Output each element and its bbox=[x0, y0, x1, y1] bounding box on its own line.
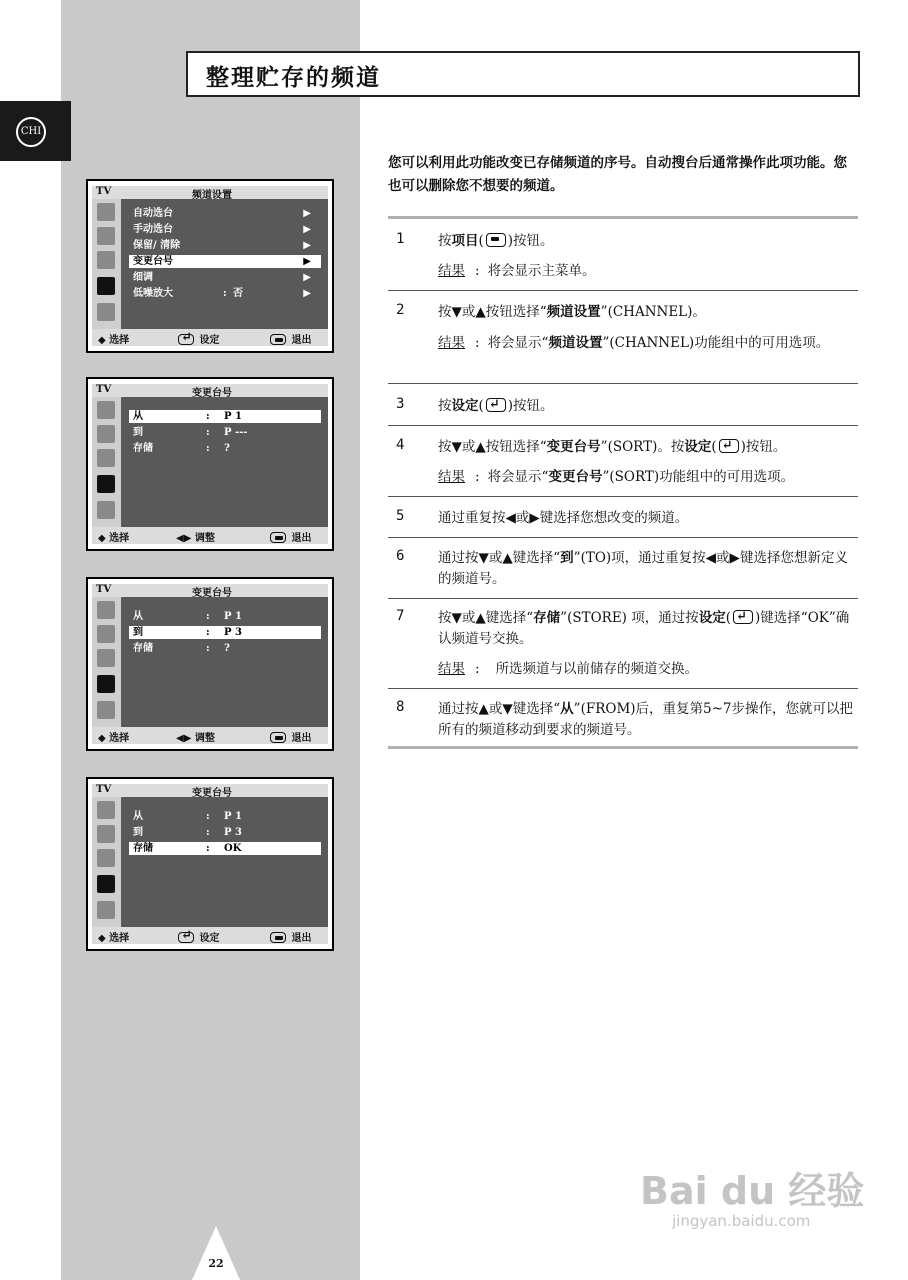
watermark-url: jingyan.baidu.com bbox=[672, 1212, 811, 1230]
step-number: 2 bbox=[396, 302, 405, 318]
step-7-result: 结果 : 所选频道与以前储存的频道交换。 bbox=[438, 661, 699, 677]
speaker-icon bbox=[97, 849, 115, 867]
step-1-result: 结果 : 将会显示主菜单。 bbox=[438, 263, 596, 279]
menu-icon bbox=[270, 532, 286, 543]
step-number: 5 bbox=[396, 508, 405, 524]
setup-icon bbox=[97, 303, 115, 321]
screen-title: 变更台号 bbox=[192, 788, 232, 799]
step-divider bbox=[388, 598, 858, 599]
antenna-icon bbox=[97, 277, 115, 295]
language-badge: CHI bbox=[16, 117, 46, 147]
screen-title: 频道设置 bbox=[192, 190, 232, 201]
enter-icon bbox=[178, 334, 194, 345]
antenna-icon bbox=[97, 875, 115, 893]
step-4-result: 结果 : 将会显示“变更台号”(SORT)功能组中的可用选项。 bbox=[438, 469, 795, 485]
step-2-result: 结果 : 将会显示“频道设置”(CHANNEL)功能组中的可用选项。 bbox=[438, 335, 830, 351]
screen-header bbox=[92, 186, 328, 199]
tv-screen-sort-1 bbox=[86, 377, 334, 551]
menu-item: 从 : P 1 bbox=[133, 811, 242, 822]
setup-icon bbox=[97, 501, 115, 519]
step-number: 1 bbox=[396, 231, 405, 247]
screen-header bbox=[92, 384, 328, 397]
tv-label: TV bbox=[96, 584, 112, 595]
menu-item: 从 : P 1 bbox=[133, 611, 242, 622]
screen-footer: ◆ 选择 ↵ 设定 退出 bbox=[92, 927, 328, 944]
screen-sidebar bbox=[92, 597, 121, 727]
screen-header bbox=[92, 584, 328, 597]
step-5-text: 通过重复按◀或▶键选择您想改变的频道。 bbox=[438, 510, 689, 526]
menu-item-selected: 存储 : OK bbox=[129, 842, 321, 855]
step-7-text: 按▼或▲键选择“存储”(STORE) 项，通过按设定(↵ )键选择“OK”确认频道号交换。 bbox=[438, 608, 858, 650]
step-6-text: 通过按▼或▲键选择“到”(TO)项，通过重复按◀或▶键选择您想新定义的频道号。 bbox=[438, 550, 848, 587]
step-divider bbox=[388, 537, 858, 538]
menu-item: 存储 : ? bbox=[133, 643, 230, 654]
sound-icon bbox=[97, 825, 115, 843]
tv-screen-channel-setup bbox=[86, 179, 334, 353]
picture-icon bbox=[97, 401, 115, 419]
menu-item: 手动选台 ▶ bbox=[133, 224, 311, 235]
menu-item-selected: 变更台号 ▶ bbox=[129, 255, 321, 268]
step-divider bbox=[388, 425, 858, 426]
picture-icon bbox=[97, 601, 115, 619]
step-4-text: 按▼或▲按钮选择“变更台号”(SORT)。按设定(↵ )按钮。 bbox=[438, 437, 858, 458]
step-divider bbox=[388, 688, 858, 689]
screen-title: 变更台号 bbox=[192, 588, 232, 599]
menu-item: 到 : P --- bbox=[133, 427, 248, 438]
result-label: 结果 bbox=[438, 469, 465, 485]
step-1-text: 按项目( )按钮。 bbox=[438, 233, 554, 249]
steps-bottom-rule bbox=[388, 746, 858, 749]
menu-icon bbox=[270, 932, 286, 943]
baidu-watermark bbox=[640, 1160, 865, 1230]
menu-item: 细调 ▶ bbox=[133, 272, 311, 283]
menu-item: 保留/ 清除 ▶ bbox=[133, 240, 311, 251]
step-number: 6 bbox=[396, 548, 405, 564]
menu-item: 到 : P 3 bbox=[133, 827, 242, 838]
step-2-text: 按▼或▲按钮选择“频道设置”(CHANNEL)。 bbox=[438, 304, 706, 320]
picture-icon bbox=[97, 801, 115, 819]
step-divider bbox=[388, 496, 858, 497]
result-label: 结果 bbox=[438, 335, 465, 351]
result-label: 结果 bbox=[438, 263, 465, 279]
screen-sidebar bbox=[92, 397, 121, 527]
screen-footer: ◆ 选择 ↵ 设定 退出 bbox=[92, 329, 328, 346]
picture-icon bbox=[97, 203, 115, 221]
screen-sidebar bbox=[92, 797, 121, 927]
speaker-icon bbox=[97, 649, 115, 667]
watermark-logo: Bai du 经验 bbox=[640, 1169, 865, 1213]
steps-top-rule bbox=[388, 216, 858, 219]
speaker-icon bbox=[97, 449, 115, 467]
step-number: 4 bbox=[396, 437, 405, 453]
tv-label: TV bbox=[96, 186, 112, 197]
setup-icon bbox=[97, 701, 115, 719]
enter-icon bbox=[178, 932, 194, 943]
page-number-tab bbox=[192, 1226, 240, 1280]
intro-paragraph: 您可以利用此功能改变已存储频道的序号。自动搜台后通常操作此项功能。您也可以删除您不想要的频道。 bbox=[388, 155, 847, 194]
step-number: 3 bbox=[396, 396, 405, 412]
page-title: 整理贮存的频道 bbox=[206, 64, 381, 91]
enter-button-icon bbox=[719, 439, 739, 453]
page-title-box bbox=[186, 51, 860, 97]
step-number: 7 bbox=[396, 608, 405, 624]
screen-title: 变更台号 bbox=[192, 388, 232, 399]
step-8-text: 通过按▲或▼键选择“从”(FROM)后，重复第5~7步操作，您就可以把所有的频道移动到要求的频道号。 bbox=[438, 701, 854, 738]
screen-footer: ◆ 选择 ◀▶ 调整 退出 bbox=[92, 727, 328, 744]
screen-header bbox=[92, 784, 328, 797]
tv-label: TV bbox=[96, 784, 112, 795]
step-number: 8 bbox=[396, 699, 405, 715]
menu-item: 低噪放大 : 否 ▶ bbox=[133, 288, 311, 299]
screen-sidebar bbox=[92, 199, 121, 329]
menu-item-selected: 到 : P 3 bbox=[129, 626, 321, 639]
page-number: 22 bbox=[208, 1257, 224, 1270]
antenna-icon bbox=[97, 475, 115, 493]
setup-icon bbox=[97, 901, 115, 919]
sound-icon bbox=[97, 625, 115, 643]
sound-icon bbox=[97, 227, 115, 245]
result-label: 结果 bbox=[438, 661, 465, 677]
enter-button-icon bbox=[486, 398, 506, 412]
antenna-icon bbox=[97, 675, 115, 693]
step-3-text: 按设定(↵ )按钮。 bbox=[438, 396, 858, 417]
menu-icon bbox=[270, 732, 286, 743]
speaker-icon bbox=[97, 251, 115, 269]
menu-button-icon bbox=[486, 233, 506, 247]
menu-icon bbox=[270, 334, 286, 345]
enter-button-icon bbox=[733, 610, 753, 624]
tv-screen-sort-3 bbox=[86, 777, 334, 951]
menu-item: 自动选台 ▶ bbox=[133, 208, 311, 219]
step-divider bbox=[388, 383, 858, 384]
screen-footer: ◆ 选择 ◀▶ 调整 退出 bbox=[92, 527, 328, 544]
tv-screen-sort-2 bbox=[86, 577, 334, 751]
tv-label: TV bbox=[96, 384, 112, 395]
sound-icon bbox=[97, 425, 115, 443]
step-divider bbox=[388, 290, 858, 291]
language-tab bbox=[0, 101, 71, 161]
menu-item: 存储 : ? bbox=[133, 443, 230, 454]
menu-item-selected: 从 : P 1 bbox=[129, 410, 321, 423]
